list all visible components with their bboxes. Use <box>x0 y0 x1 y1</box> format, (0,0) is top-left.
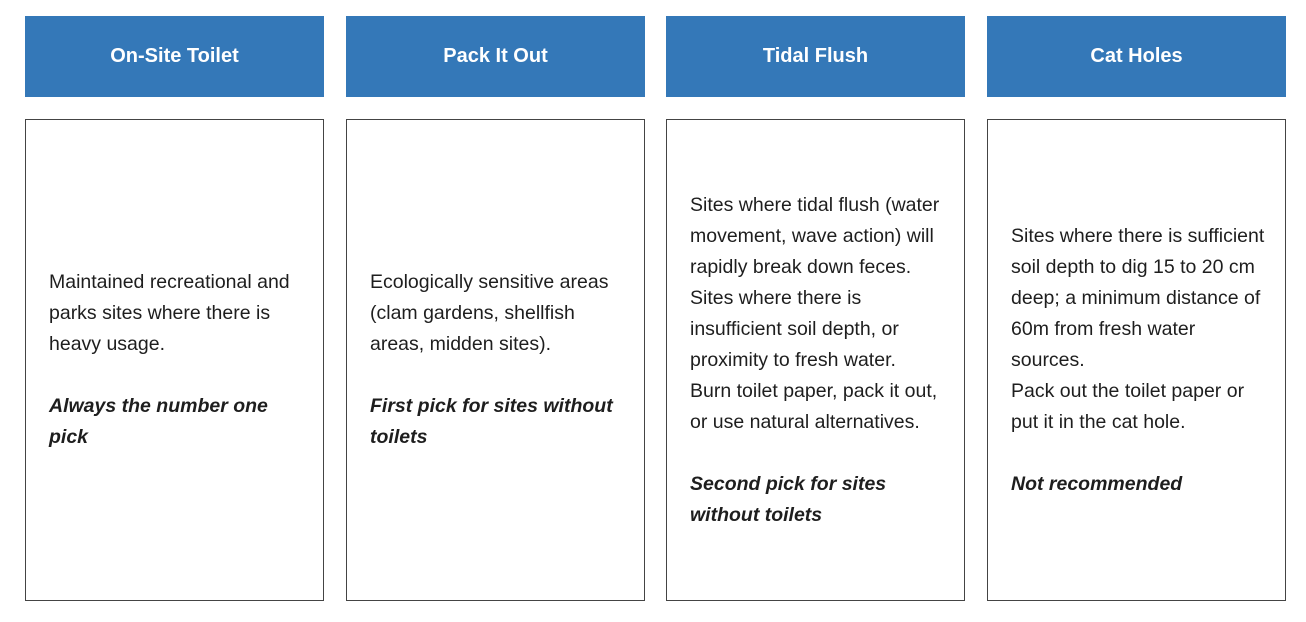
card-verdict: Always the number one pick <box>49 395 268 448</box>
column-card <box>666 119 965 601</box>
card-verdict: Not recommended <box>1011 472 1183 495</box>
card-description: Sites where there is insufficient soil depth, or proximity to fresh water. <box>690 286 899 371</box>
column-card <box>346 119 645 601</box>
card-verdict: First pick for sites without toilets <box>370 395 613 448</box>
card-description: Ecologically sensitive areas (clam gardens, shellfish areas, midden sites). <box>370 271 609 355</box>
column-header: Cat Holes <box>987 16 1286 97</box>
column-cat-holes <box>987 16 1286 601</box>
column-on-site-toilet <box>25 16 324 601</box>
card-description: Pack out the toilet paper or put it in the cat hole. <box>1011 379 1245 433</box>
column-card <box>25 119 324 601</box>
card-verdict: Second pick for sites without toilets <box>690 472 887 526</box>
card-description: Sites where there is sufficient soil depth to dig 15 to 20 cm deep; a minimum distance of 60m from fresh water sources. <box>1011 224 1265 371</box>
column-header: Pack It Out <box>346 16 645 97</box>
card-description: Sites where tidal flush (water movement, wave action) will rapidly break down feces. <box>690 193 940 278</box>
card-description: Maintained recreational and parks sites where there is heavy usage. <box>49 271 290 355</box>
card-description: Burn toilet paper, pack it out, or use natural alternatives. <box>690 379 938 433</box>
column-tidal-flush <box>666 16 965 601</box>
column-pack-it-out <box>346 16 645 601</box>
column-header: On-Site Toilet <box>25 16 324 97</box>
column-card <box>987 119 1286 601</box>
column-header: Tidal Flush <box>666 16 965 97</box>
